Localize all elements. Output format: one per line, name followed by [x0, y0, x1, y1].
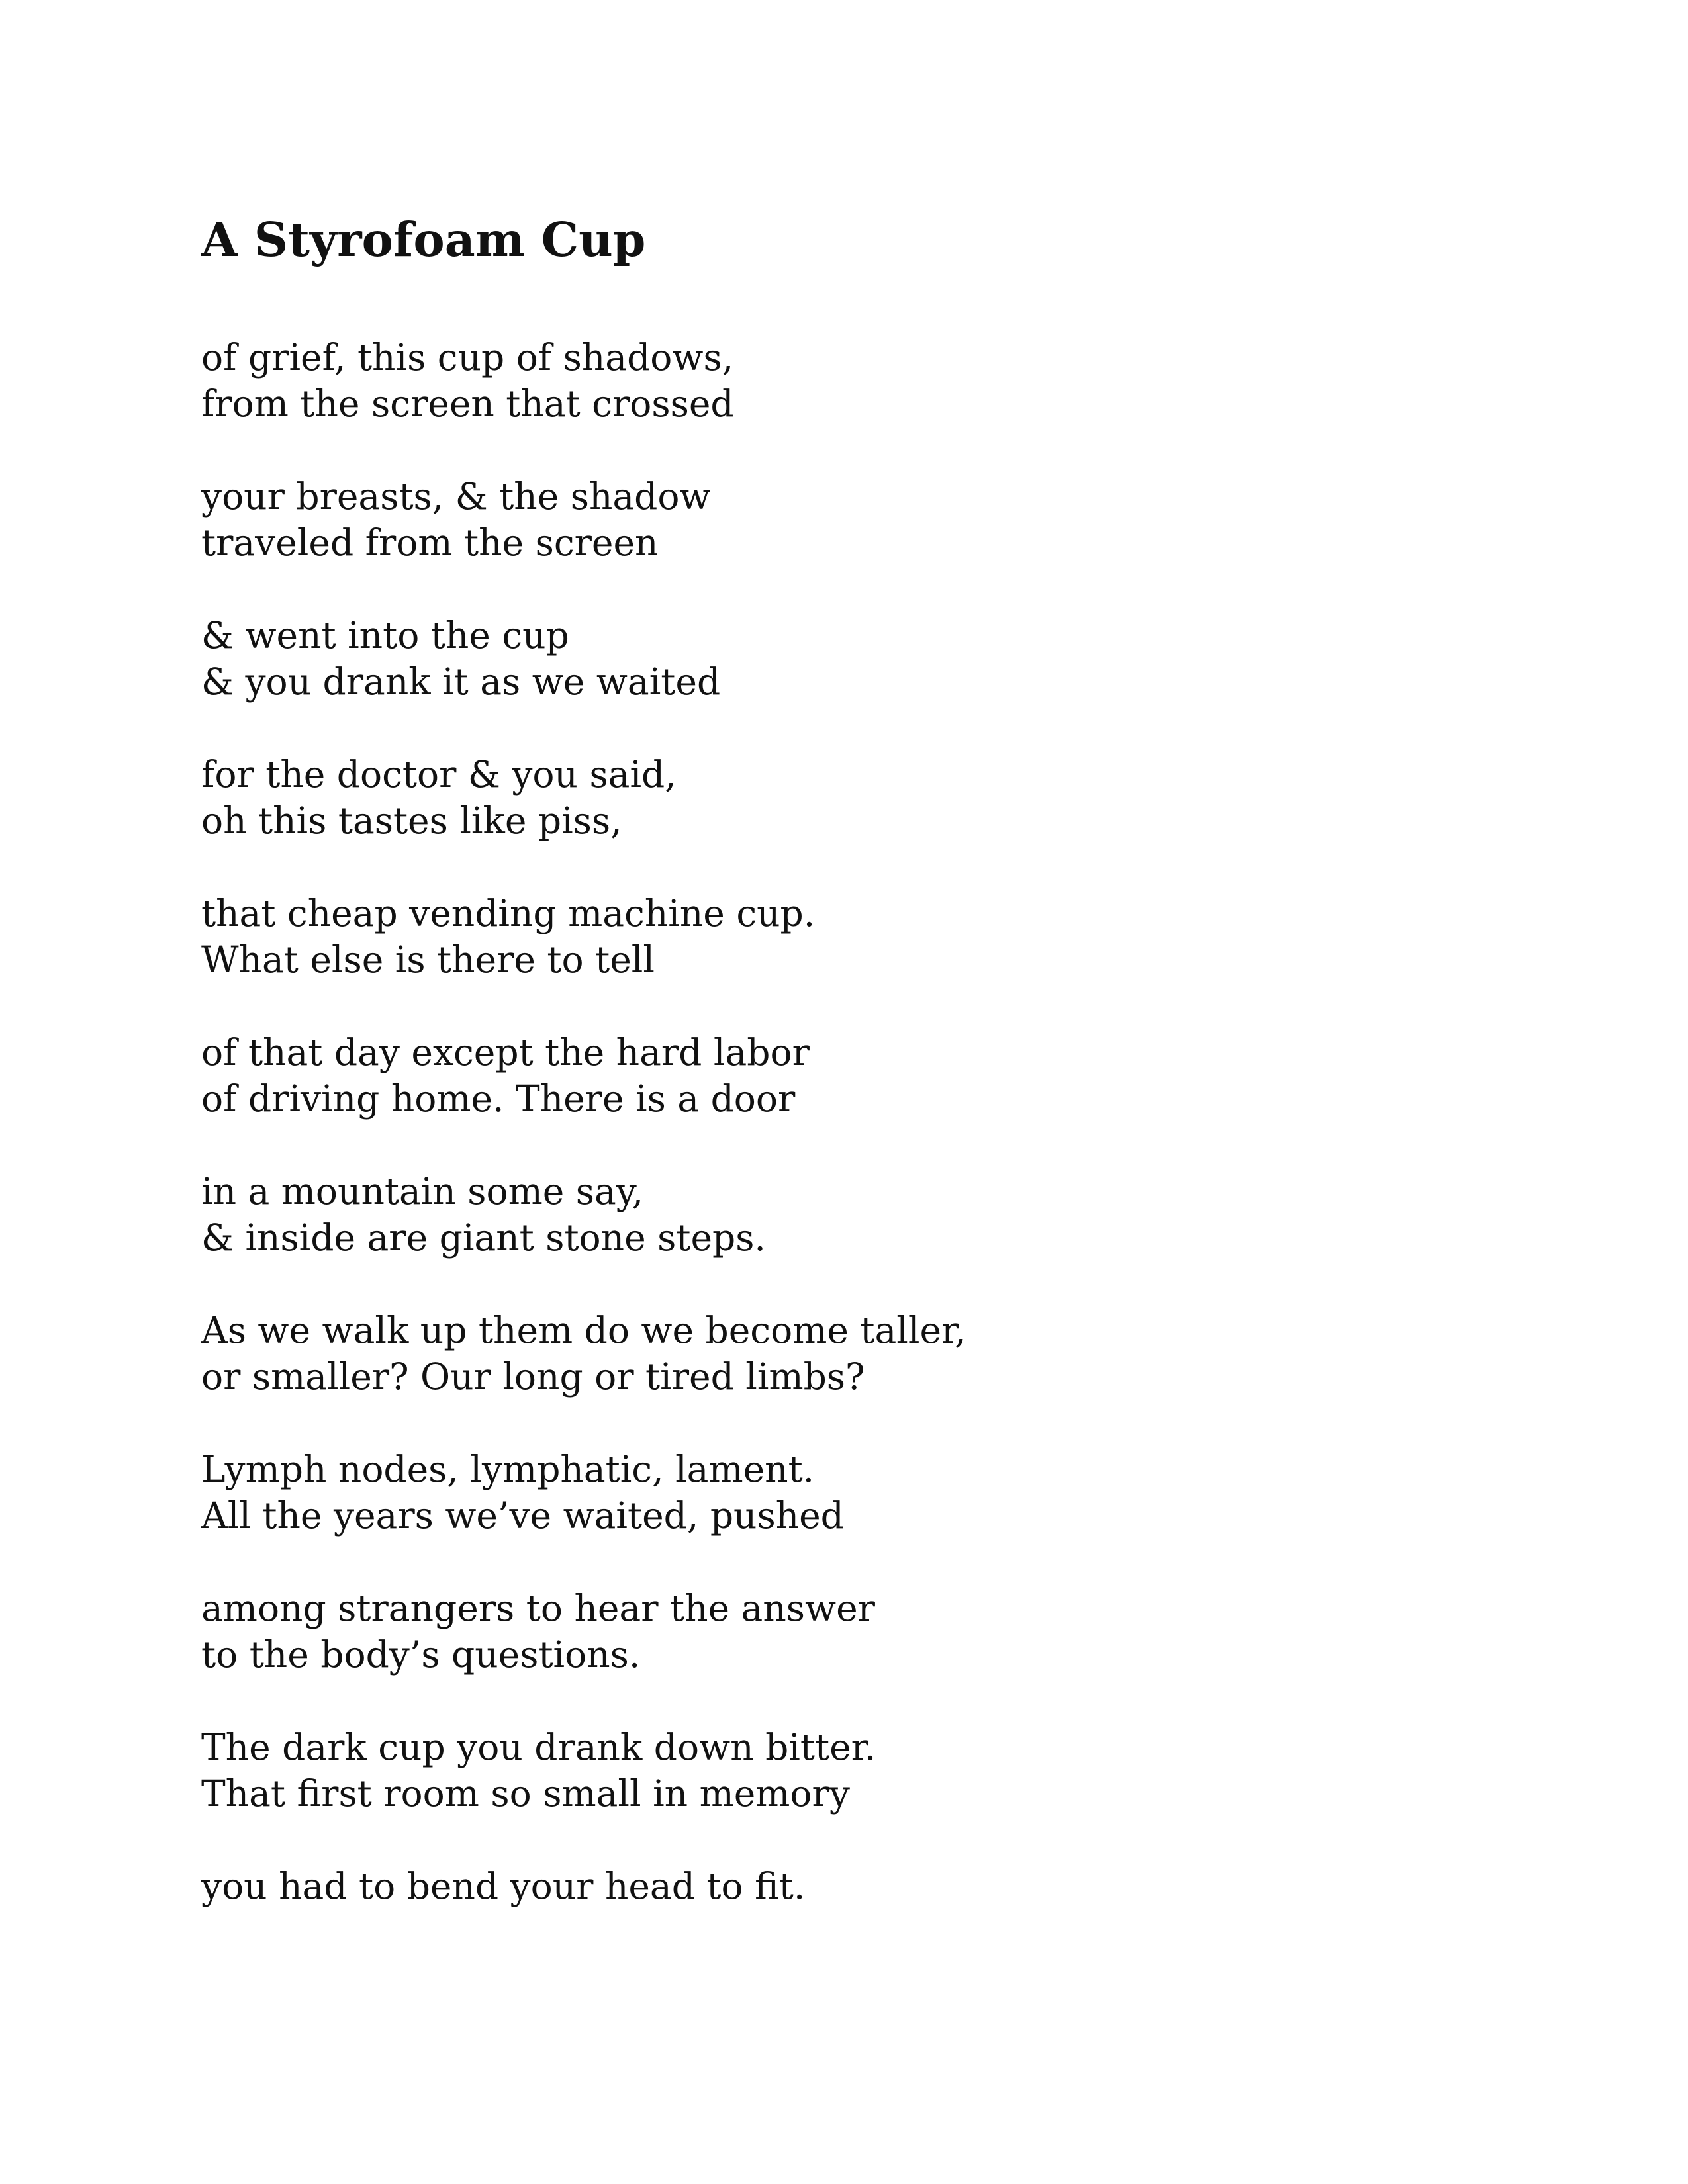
poem-line: or smaller? Our long or tired limbs?: [201, 1355, 865, 1398]
poem-line: your breasts, & the shadow: [201, 475, 711, 518]
poem-line: from the screen that crossed: [201, 383, 734, 425]
poem-line: of driving home. There is a door: [201, 1077, 796, 1120]
stanza: [201, 1168, 1525, 1307]
poem-line: of that day except the hard labor: [201, 1031, 810, 1073]
stanza: [201, 1446, 1525, 1585]
poem-line: among strangers to hear the answer: [201, 1587, 875, 1629]
stanza: [201, 1863, 1525, 2002]
poem-line: & inside are giant stone steps.: [201, 1216, 766, 1259]
poem-line: & you drank it as we waited: [201, 660, 721, 703]
stanza: [201, 334, 1525, 473]
stanza: [201, 1585, 1525, 1724]
poem-line: That first room so small in memory: [201, 1772, 850, 1815]
poem-line: As we walk up them do we become taller,: [201, 1309, 966, 1351]
poem-line: you had to bend your head to fit.: [201, 1865, 806, 1907]
poem-line: oh this tastes like piss,: [201, 799, 622, 842]
poem-body: [201, 334, 1525, 2002]
poem-line: in a mountain some say,: [201, 1170, 644, 1212]
poem-line: The dark cup you drank down bitter.: [201, 1726, 876, 1768]
poem-line: All the years we’ve waited, pushed: [201, 1494, 844, 1537]
poem-line: of grief, this cup of shadows,: [201, 336, 734, 379]
poem-line: for the doctor & you said,: [201, 753, 677, 796]
poem-line: traveled from the screen: [201, 522, 659, 564]
stanza: [201, 1724, 1525, 1863]
poem-title: A Styrofoam Cup: [201, 212, 646, 267]
stanza: [201, 612, 1525, 751]
poem-line: What else is there to tell: [201, 938, 655, 981]
stanza: [201, 1307, 1525, 1446]
stanza: [201, 1029, 1525, 1168]
poem-line: & went into the cup: [201, 614, 569, 657]
stanza: [201, 751, 1525, 890]
stanza: [201, 890, 1525, 1029]
stanza: [201, 473, 1525, 612]
poem-line: that cheap vending machine cup.: [201, 892, 816, 934]
poem-line: to the body’s questions.: [201, 1633, 641, 1676]
poem-line: Lymph nodes, lymphatic, lament.: [201, 1448, 815, 1490]
